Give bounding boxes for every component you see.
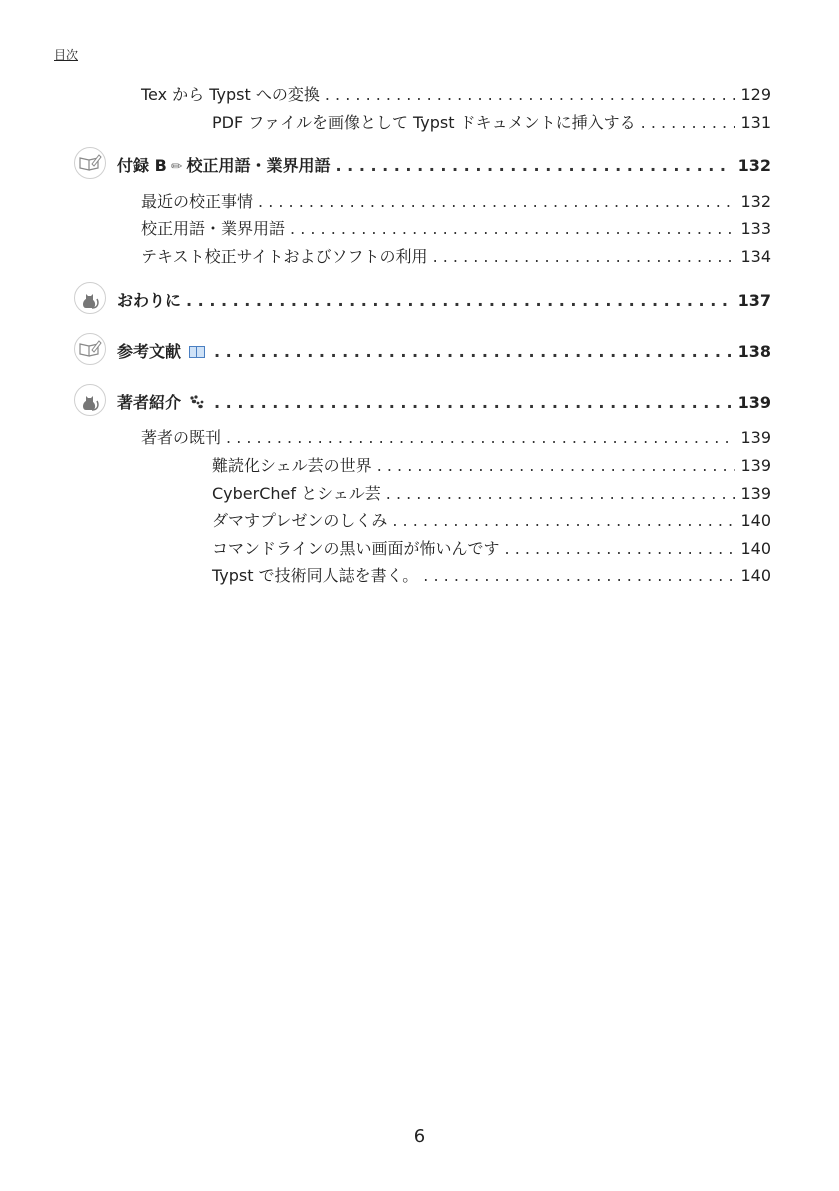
page-number: 6 [413, 1126, 426, 1147]
toc-entry-title: 最近の校正事情 [141, 192, 254, 211]
dot-leader [226, 428, 735, 447]
dot-leader [377, 456, 736, 475]
toc-entry-title: ダマすプレゼンのしくみ [212, 511, 388, 530]
toc-entry-page: 131 [740, 113, 771, 132]
dot-leader [336, 156, 733, 175]
dot-leader [641, 113, 736, 132]
toc-entry-title: CyberChef とシェル芸 [212, 484, 381, 503]
toc-entry-title [117, 339, 209, 362]
chapter-label: 付録 B [117, 156, 167, 175]
toc-entry-title [117, 153, 331, 176]
toc-entry-title: Tex から Typst への変換 [141, 85, 320, 104]
toc-entry[interactable] [212, 110, 771, 133]
toc-entry-title: 難読化シェル芸の世界 [212, 456, 372, 475]
toc-entry-title: Typst で技術同人誌を書く。 [212, 566, 419, 585]
toc-chapter[interactable] [117, 288, 771, 311]
toc-entry-title: 著者の既刊 [141, 428, 222, 447]
toc-entry-page: 137 [737, 291, 771, 310]
toc-entry[interactable] [212, 563, 771, 586]
toc-entry-title [117, 390, 209, 413]
toc-entry[interactable] [141, 189, 771, 212]
toc-entry-page: 140 [740, 511, 771, 530]
pencil-icon: ✏ [170, 159, 183, 175]
toc-entry-page: 138 [737, 342, 771, 361]
cat-icon [74, 384, 106, 416]
toc-entry-title: おわりに [117, 291, 182, 310]
dot-leader [214, 393, 733, 412]
toc-entry-page: 132 [737, 156, 771, 175]
toc-entry[interactable] [212, 508, 771, 531]
dot-leader [325, 85, 736, 104]
toc-entry-page: 139 [740, 456, 771, 475]
chapter-title: 参考文献 [117, 342, 182, 361]
chapter-title: 校正用語・業界用語 [186, 156, 331, 175]
toc-entry-title: 校正用語・業界用語 [141, 219, 286, 238]
toc-entry-page: 134 [740, 247, 771, 266]
dot-leader [423, 566, 735, 585]
toc-entry[interactable] [212, 536, 771, 559]
toc-entry-page: 129 [740, 85, 771, 104]
toc-entry[interactable] [212, 481, 771, 504]
toc-entry[interactable] [212, 453, 771, 476]
toc-entry-page: 139 [740, 428, 771, 447]
toc-entry[interactable] [141, 244, 771, 267]
dot-leader [505, 539, 736, 558]
toc-entry-page: 132 [740, 192, 771, 211]
toc-entry-page: 133 [740, 219, 771, 238]
dot-leader [433, 247, 736, 266]
toc-entry[interactable] [141, 216, 771, 239]
toc-entry-page: 139 [740, 484, 771, 503]
toc-entry-title: PDF ファイルを画像として Typst ドキュメントに挿入する [212, 113, 636, 132]
dot-leader [186, 291, 733, 310]
toc-chapter[interactable] [117, 390, 771, 413]
dot-leader [386, 484, 736, 503]
book-pencil-icon [74, 147, 106, 179]
dot-leader [392, 511, 735, 530]
toc-chapter[interactable] [117, 153, 771, 176]
toc-entry-page: 139 [737, 393, 771, 412]
dot-leader [214, 342, 733, 361]
toc-entry[interactable] [141, 82, 771, 105]
toc-entry[interactable] [141, 425, 771, 448]
toc-entry-page: 140 [740, 539, 771, 558]
toc-entry-title: コマンドラインの黒い画面が怖いんです [212, 539, 500, 558]
paw-print-icon [189, 395, 205, 412]
open-book-icon [189, 346, 205, 358]
running-header: 目次 [54, 48, 79, 62]
dot-leader [258, 192, 735, 211]
dot-leader [290, 219, 735, 238]
book-pencil-icon [74, 333, 106, 365]
toc-entry-title: テキスト校正サイトおよびソフトの利用 [141, 247, 428, 266]
toc-entry-page: 140 [740, 566, 771, 585]
chapter-title: 著者紹介 [117, 393, 182, 412]
toc-chapter[interactable] [117, 339, 771, 362]
cat-icon [74, 282, 106, 314]
